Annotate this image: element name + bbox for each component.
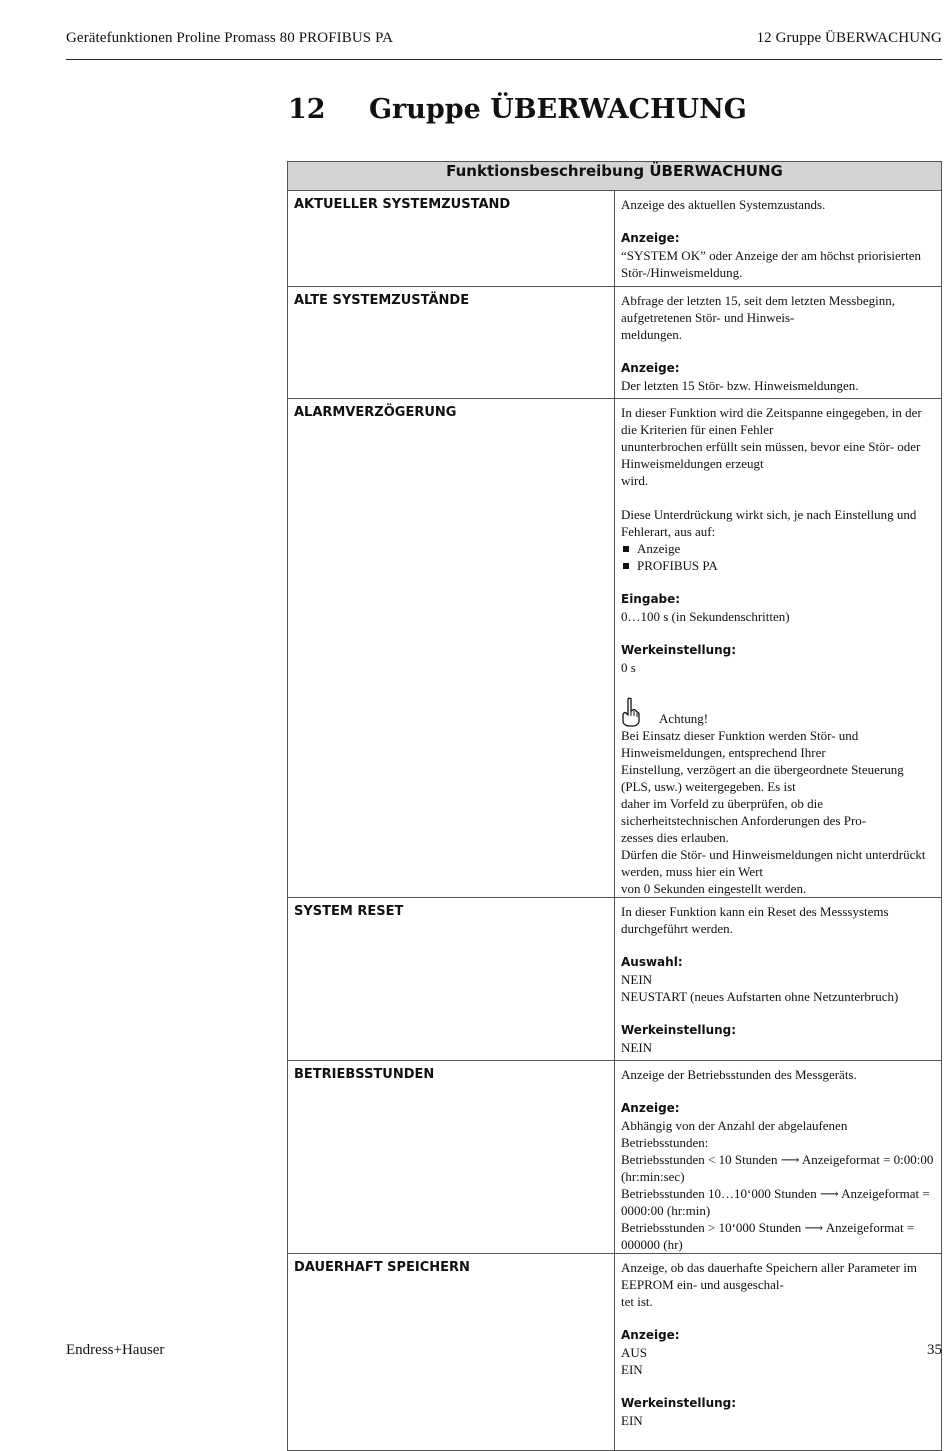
warning-text: daher im Vorfeld zu überprüfen, ob die sicherheitstechnischen Anforderungen des Pro-: [621, 796, 867, 828]
warning-title: Achtung!: [659, 711, 709, 726]
warning-text: von 0 Sekunden eingestellt werden.: [621, 881, 807, 896]
running-header-left: Gerätefunktionen Proline Promass 80 PROFIBUS PA: [66, 30, 394, 46]
pointing-hand-icon: [621, 697, 641, 727]
display-text: Betriebsstunden 10…10‘000 Stunden ⟶ Anzeigeformat = 0000:00 (hr:min): [621, 1186, 930, 1218]
default-text: 0 s: [621, 660, 636, 675]
default-label: Werkeinstellung:: [621, 1023, 737, 1037]
display-label: Anzeige:: [621, 231, 680, 245]
display-text: Betriebsstunden > 10‘000 Stunden ⟶ Anzeigeformat = 000000 (hr): [621, 1220, 915, 1252]
warning-text: Bei Einsatz dieser Funktion werden Stör- und Hinweismeldungen, entsprechend Ihrer: [621, 728, 859, 760]
section-title: Gruppe ÜBERWACHUNG: [369, 94, 747, 125]
default-text: NEIN: [621, 1040, 653, 1055]
description-text: Anzeige des aktuellen Systemzustands.: [621, 197, 826, 212]
input-text: 0…100 s (in Sekundenschritten): [621, 609, 790, 624]
description-text: ununterbrochen erfüllt sein müssen, bevor eine Stör- oder Hinweismeldungen erzeugt: [621, 439, 921, 471]
table-row: [288, 399, 942, 898]
table-heading: Funktionsbeschreibung ÜBERWACHUNG: [288, 162, 942, 191]
function-name: AKTUELLER SYSTEMZUSTAND: [288, 191, 615, 287]
bullet-square-icon: [623, 546, 629, 552]
function-table: [287, 161, 942, 1451]
table-row: [288, 1061, 942, 1254]
warning-text: zesses dies erlauben.: [621, 830, 729, 845]
default-text: EIN: [621, 1413, 643, 1428]
display-text: Betriebsstunden < 10 Stunden ⟶ Anzeigeformat = 0:00:00 (hr:min:sec): [621, 1152, 934, 1184]
function-name: ALARMVERZÖGERUNG: [288, 399, 615, 898]
input-label: Eingabe:: [621, 592, 681, 606]
section-number: 12: [288, 94, 326, 125]
option-text: NEUSTART (neues Aufstarten ohne Netzunterbruch): [621, 989, 899, 1004]
function-description: [615, 399, 942, 898]
function-description: [615, 191, 942, 287]
option-text: EIN: [621, 1362, 643, 1377]
default-label: Werkeinstellung:: [621, 643, 737, 657]
warning-note: [621, 693, 935, 727]
warning-text: Dürfen die Stör- und Hinweismeldungen nicht unterdrückt werden, muss hier ein Wert: [621, 847, 926, 879]
display-label: Anzeige:: [621, 1101, 680, 1115]
table-row: [288, 191, 942, 287]
option-text: NEIN: [621, 972, 653, 987]
page-number: 35: [927, 1342, 942, 1358]
description-text: tet ist.: [621, 1294, 653, 1309]
option-text: AUS: [621, 1345, 648, 1360]
table-row: [288, 898, 942, 1061]
function-description: [615, 1254, 942, 1451]
default-label: Werkeinstellung:: [621, 1396, 737, 1410]
description-text: Anzeige der Betriebsstunden des Messgeräts.: [621, 1067, 857, 1082]
display-text: Der letzten 15 Stör- bzw. Hinweismeldungen.: [621, 378, 859, 393]
function-name: ALTE SYSTEMZUSTÄNDE: [288, 287, 615, 399]
description-text: meldungen.: [621, 327, 683, 342]
description-text: Abfrage der letzten 15, seit dem letzten Messbeginn, aufgetretenen Stör- und Hinweis-: [621, 293, 895, 325]
table-row: [288, 1254, 942, 1451]
bullet-square-icon: [623, 563, 629, 569]
function-description: [615, 287, 942, 399]
function-name: BETRIEBSSTUNDEN: [288, 1061, 615, 1254]
function-name: DAUERHAFT SPEICHERN: [288, 1254, 615, 1451]
display-label: Anzeige:: [621, 361, 680, 375]
display-text: Abhängig von der Anzahl der abgelaufenen Betriebsstunden:: [621, 1118, 848, 1150]
running-header-right: 12 Gruppe ÜBERWACHUNG: [756, 30, 942, 46]
display-text: “SYSTEM OK” oder Anzeige der am höchst priorisierten Stör-/Hinweismeldung.: [621, 248, 922, 280]
display-label: Anzeige:: [621, 1328, 680, 1342]
bullet-item: PROFIBUS PA: [621, 557, 935, 574]
description-text: In dieser Funktion wird die Zeitspanne eingegeben, in der die Kriterien für einen Fehler: [621, 405, 922, 437]
bullet-item: Anzeige: [621, 540, 935, 557]
footer-company: Endress+Hauser: [66, 1342, 165, 1358]
table-row: [288, 287, 942, 399]
description-text: In dieser Funktion kann ein Reset des Messsystems durchgeführt werden.: [621, 904, 889, 936]
description-text: Anzeige, ob das dauerhafte Speichern aller Parameter im EEPROM ein- und ausgeschal-: [621, 1260, 917, 1292]
warning-text: Einstellung, verzögert an die übergeordnete Steuerung (PLS, usw.) weitergegeben. Es ist: [621, 762, 904, 794]
select-label: Auswahl:: [621, 955, 683, 969]
header-rule: [66, 59, 942, 60]
function-description: [615, 1061, 942, 1254]
description-text: wird.: [621, 473, 649, 488]
function-name: SYSTEM RESET: [288, 898, 615, 1061]
effect-text: Diese Unterdrückung wirkt sich, je nach Einstellung und Fehlerart, aus auf:: [621, 507, 917, 539]
function-description: [615, 898, 942, 1061]
